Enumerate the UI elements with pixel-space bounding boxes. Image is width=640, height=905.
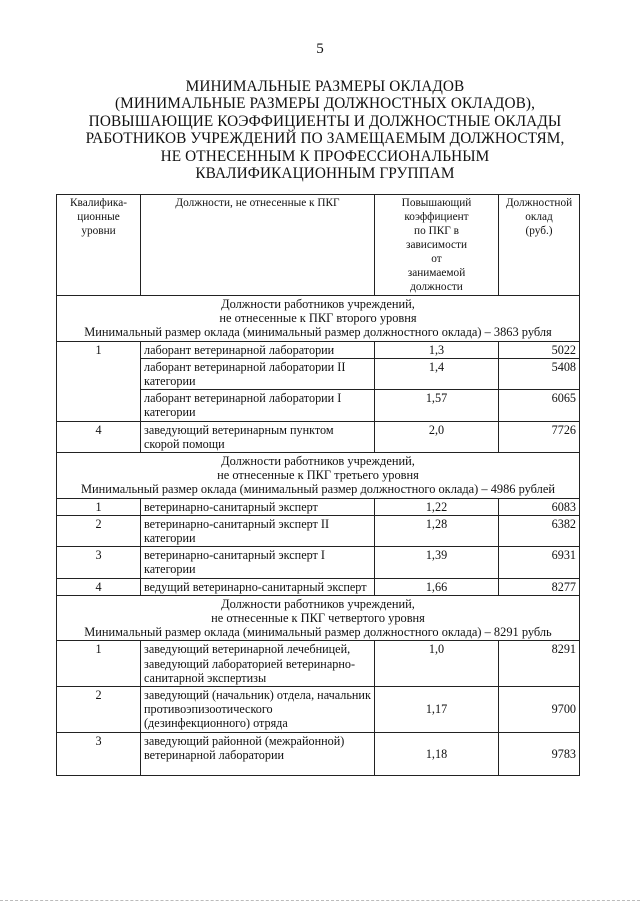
coefficient-cell: 2,0 <box>375 421 499 452</box>
salary-cell: 7726 <box>499 421 580 452</box>
position-cell: заведующий ветеринарным пунктом скорой помощи <box>141 421 375 452</box>
level-cell: 1 <box>57 498 141 515</box>
table-row <box>57 547 580 578</box>
header-coefficient: Повышающий коэффициент по ПКГ в зависимости от занимаемой должности <box>375 195 499 296</box>
position-cell: ветеринарно-санитарный эксперт II категории <box>141 515 375 546</box>
salary-cell: 6382 <box>499 515 580 546</box>
salary-cell: 8277 <box>499 578 580 595</box>
salary-cell: 6083 <box>499 498 580 515</box>
title-line: НЕ ОТНЕСЕННЫМ К ПРОФЕССИОНАЛЬНЫМ <box>160 147 490 165</box>
table-row <box>57 641 580 687</box>
level-cell: 1 <box>57 641 141 687</box>
position-cell: заведующий ветеринарной лечебницей, заведующий лабораторией ветеринарно-санитарной экспертизы <box>141 641 375 687</box>
salary-cell: 8291 <box>499 641 580 687</box>
table-row <box>57 515 580 546</box>
salary-cell: 9700 <box>499 687 580 733</box>
coefficient-cell: 1,4 <box>375 358 499 389</box>
title-line: МИНИМАЛЬНЫЕ РАЗМЕРЫ ОКЛАДОВ <box>185 78 465 95</box>
scan-edge-line <box>0 900 640 905</box>
level-cell: 1 <box>57 341 141 421</box>
salary-cell: 6931 <box>499 547 580 578</box>
level-cell: 4 <box>57 421 141 452</box>
group-heading: Должности работников учреждений, не отнесенные к ПКГ четвертого уровня Минимальный размер оклада (минимальный размер должностного оклада) – 8291 рубль <box>57 595 580 641</box>
position-cell: заведующий районной (межрайонной) ветеринарной лаборатории <box>141 732 375 775</box>
page-number: 5 <box>316 41 324 57</box>
salary-cell: 5408 <box>499 358 580 389</box>
table-row <box>57 498 580 515</box>
level-cell: 2 <box>57 687 141 733</box>
coefficient-cell: 1,39 <box>375 547 499 578</box>
coefficient-cell: 1,66 <box>375 578 499 595</box>
table-row <box>57 578 580 595</box>
header-positions: Должности, не отнесенные к ПКГ <box>141 195 375 296</box>
salary-cell: 9783 <box>499 732 580 775</box>
level-cell: 3 <box>57 732 141 775</box>
position-cell: лаборант ветеринарной лаборатории I категории <box>141 390 375 421</box>
table-header-row <box>57 195 580 296</box>
coefficient-cell: 1,22 <box>375 498 499 515</box>
coefficient-cell: 1,3 <box>375 341 499 358</box>
title-line: РАБОТНИКОВ УЧРЕЖДЕНИЙ ПО ЗАМЕЩАЕМЫМ ДОЛЖНОСТЯМ, <box>85 130 565 148</box>
salary-cell: 5022 <box>499 341 580 358</box>
table-row <box>57 687 580 733</box>
coefficient-cell: 1,17 <box>375 687 499 733</box>
coefficient-cell: 1,28 <box>375 515 499 546</box>
position-cell: ветеринарно-санитарный эксперт <box>141 498 375 515</box>
position-cell: ведущий ветеринарно-санитарный эксперт <box>141 578 375 595</box>
table-row <box>57 732 580 775</box>
table-row <box>57 341 580 358</box>
salary-cell: 6065 <box>499 390 580 421</box>
position-cell: лаборант ветеринарной лаборатории <box>141 341 375 358</box>
position-cell: лаборант ветеринарной лаборатории II категории <box>141 358 375 389</box>
level-cell: 4 <box>57 578 141 595</box>
position-cell: заведующий (начальник) отдела, начальник противоэпизоотического (дезинфекционного) отряда <box>141 687 375 733</box>
position-cell: ветеринарно-санитарный эксперт I категории <box>141 547 375 578</box>
document-title <box>60 78 590 182</box>
title-line: (МИНИМАЛЬНЫЕ РАЗМЕРЫ ДОЛЖНОСТНЫХ ОКЛАДОВ), <box>114 95 536 113</box>
group-header-row <box>57 296 580 342</box>
level-cell: 3 <box>57 547 141 578</box>
title-line: КВАЛИФИКАЦИОННЫМ ГРУППАМ <box>195 165 455 183</box>
coefficient-cell: 1,57 <box>375 390 499 421</box>
title-line: ПОВЫШАЮЩИЕ КОЭФФИЦИЕНТЫ И ДОЛЖНОСТНЫЕ ОКЛАДЫ <box>88 112 562 130</box>
group-heading: Должности работников учреждений, не отнесенные к ПКГ второго уровня Минимальный размер оклада (минимальный размер должностного оклада) – 3863 рубля <box>57 296 580 342</box>
group-header-row <box>57 453 580 499</box>
coefficient-cell: 1,18 <box>375 732 499 775</box>
group-header-row <box>57 595 580 641</box>
header-qualification-levels: Квалифика- ционные уровни <box>57 195 141 296</box>
group-heading: Должности работников учреждений, не отнесенные к ПКГ третьего уровня Минимальный размер оклада (минимальный размер должностного оклада) – 4986 рублей <box>57 453 580 499</box>
header-salary: Должностной оклад (руб.) <box>499 195 580 296</box>
level-cell: 2 <box>57 515 141 546</box>
table-row <box>57 421 580 452</box>
coefficient-cell: 1,0 <box>375 641 499 687</box>
salary-table <box>56 194 580 776</box>
